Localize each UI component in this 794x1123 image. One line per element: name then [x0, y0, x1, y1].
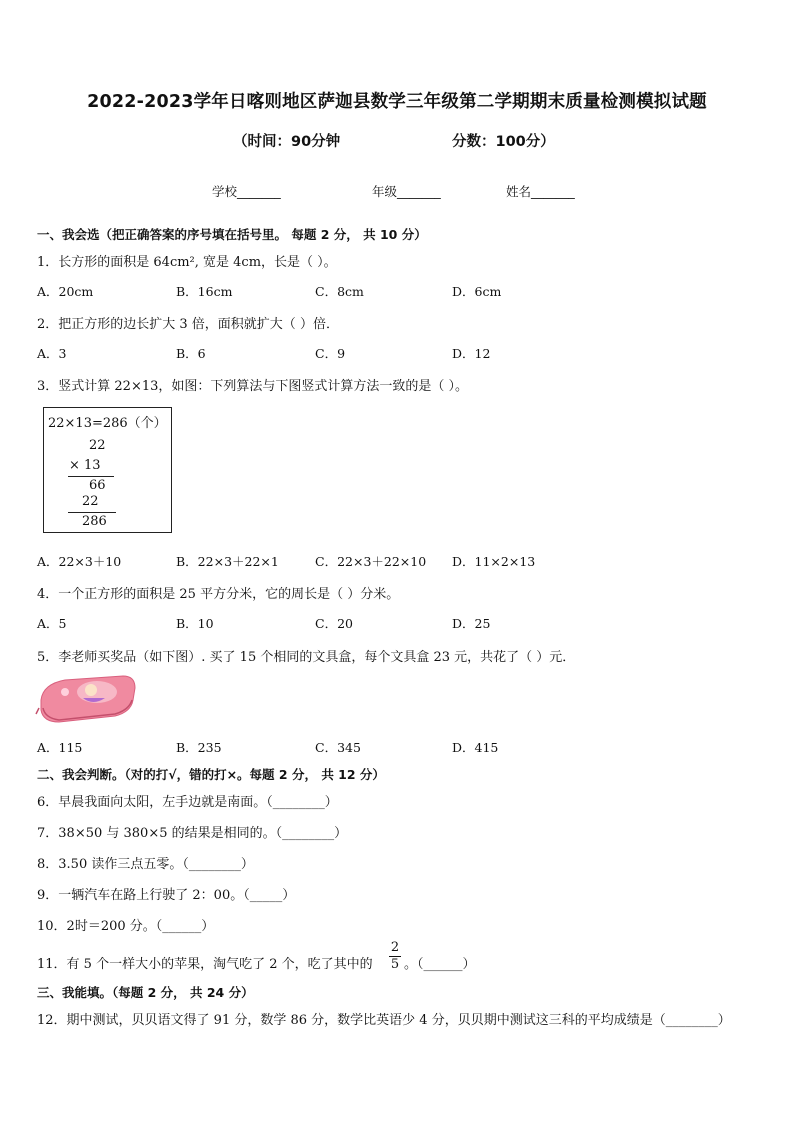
calc-equation: 22×13=286（个）	[48, 416, 167, 431]
q11-numerator: 2	[390, 940, 400, 955]
grade-field: 年级_______	[372, 184, 441, 199]
calc-result: 286	[82, 514, 107, 529]
question-4: 4．一个正方形的面积是 25 平方分米，它的周长是（ ）分米。	[37, 587, 400, 602]
q2-option-d: D．12	[452, 346, 491, 361]
calc-line-1	[68, 476, 114, 477]
question-1: 1．长方形的面积是 64cm², 宽是 4cm，长是（ ）。	[37, 255, 337, 270]
calc-line-2	[68, 512, 116, 513]
question-12: 12．期中测试，贝贝语文得了 91 分，数学 86 分，数学比英语少 4 分，贝贝期中测试这三科的平均成绩是（________）	[37, 1013, 731, 1028]
q2-option-a: A．3	[37, 346, 67, 361]
question-7: 7．38×50 与 380×5 的结果是相同的。（________）	[37, 826, 348, 841]
q2-option-c: C．9	[315, 346, 346, 361]
q11-denominator: 5	[390, 957, 400, 972]
q1-option-d: D．6cm	[452, 284, 502, 299]
q5-option-c: C．345	[315, 740, 361, 755]
question-8: 8．3.50 读作三点五零。（________）	[37, 857, 254, 872]
section3-heading: 三、我能填。（每题 2 分， 共 24 分）	[37, 985, 254, 1000]
calc-multiplier: × 13	[69, 458, 101, 473]
page-title: 2022-2023学年日喀则地区萨迦县数学三年级第二学期期末质量检测模拟试题	[87, 92, 707, 112]
question-9: 9．一辆汽车在路上行驶了 2：00。（_____）	[37, 888, 296, 903]
q11-fraction	[389, 941, 401, 972]
q4-option-b: B．10	[176, 616, 214, 631]
q11-text: 11．有 5 个一样大小的苹果，淘气吃了 2 个，吃了其中的	[37, 957, 373, 972]
name-field: 姓名_______	[506, 184, 575, 199]
q5-option-d: D．415	[452, 740, 499, 755]
vertical-calculation-box	[43, 407, 172, 533]
q3-option-b: B．22×3＋22×1	[176, 554, 279, 569]
pencil-case-image	[35, 670, 139, 726]
calc-partial-product-2: 22	[82, 494, 99, 509]
question-11	[37, 953, 373, 972]
q4-option-c: C．20	[315, 616, 353, 631]
q1-option-a: A．20cm	[37, 284, 94, 299]
q5-option-b: B．235	[176, 740, 222, 755]
question-3: 3．竖式计算 22×13，如图：下列算法与下图竖式计算方法一致的是（ ）。	[37, 379, 469, 394]
question-2: 2．把正方形的边长扩大 3 倍，面积就扩大（ ）倍．	[37, 317, 339, 332]
q3-option-c: C．22×3＋22×10	[315, 554, 427, 569]
q4-option-a: A．5	[37, 616, 67, 631]
q2-option-b: B．6	[176, 346, 206, 361]
q3-option-a: A．22×3＋10	[37, 554, 122, 569]
q11-blank: 。（______）	[404, 957, 476, 972]
exam-score: 分数：100分）	[452, 134, 555, 150]
exam-time: （时间：90分钟	[233, 134, 341, 150]
school-field: 学校_______	[212, 184, 281, 199]
q1-option-b: B．16cm	[176, 284, 233, 299]
q4-option-d: D．25	[452, 616, 491, 631]
section2-heading: 二、我会判断。（对的打√，错的打×。每题 2 分， 共 12 分）	[37, 767, 385, 782]
section1-heading: 一、我会选（把正确答案的序号填在括号里。 每题 2 分， 共 10 分）	[37, 227, 427, 242]
q5-option-a: A．115	[37, 740, 83, 755]
calc-multiplicand: 22	[89, 438, 106, 453]
calc-partial-product-1: 66	[89, 478, 106, 493]
q1-option-c: C．8cm	[315, 284, 364, 299]
question-6: 6．早晨我面向太阳，左手边就是南面。（________）	[37, 795, 338, 810]
q3-option-d: D．11×2×13	[452, 554, 536, 569]
question-10: 10．2时＝200 分。（______）	[37, 919, 215, 934]
question-5: 5．李老师买奖品（如下图）. 买了 15 个相同的文具盒，每个文具盒 23 元，共花了（ ）元．	[37, 650, 576, 665]
